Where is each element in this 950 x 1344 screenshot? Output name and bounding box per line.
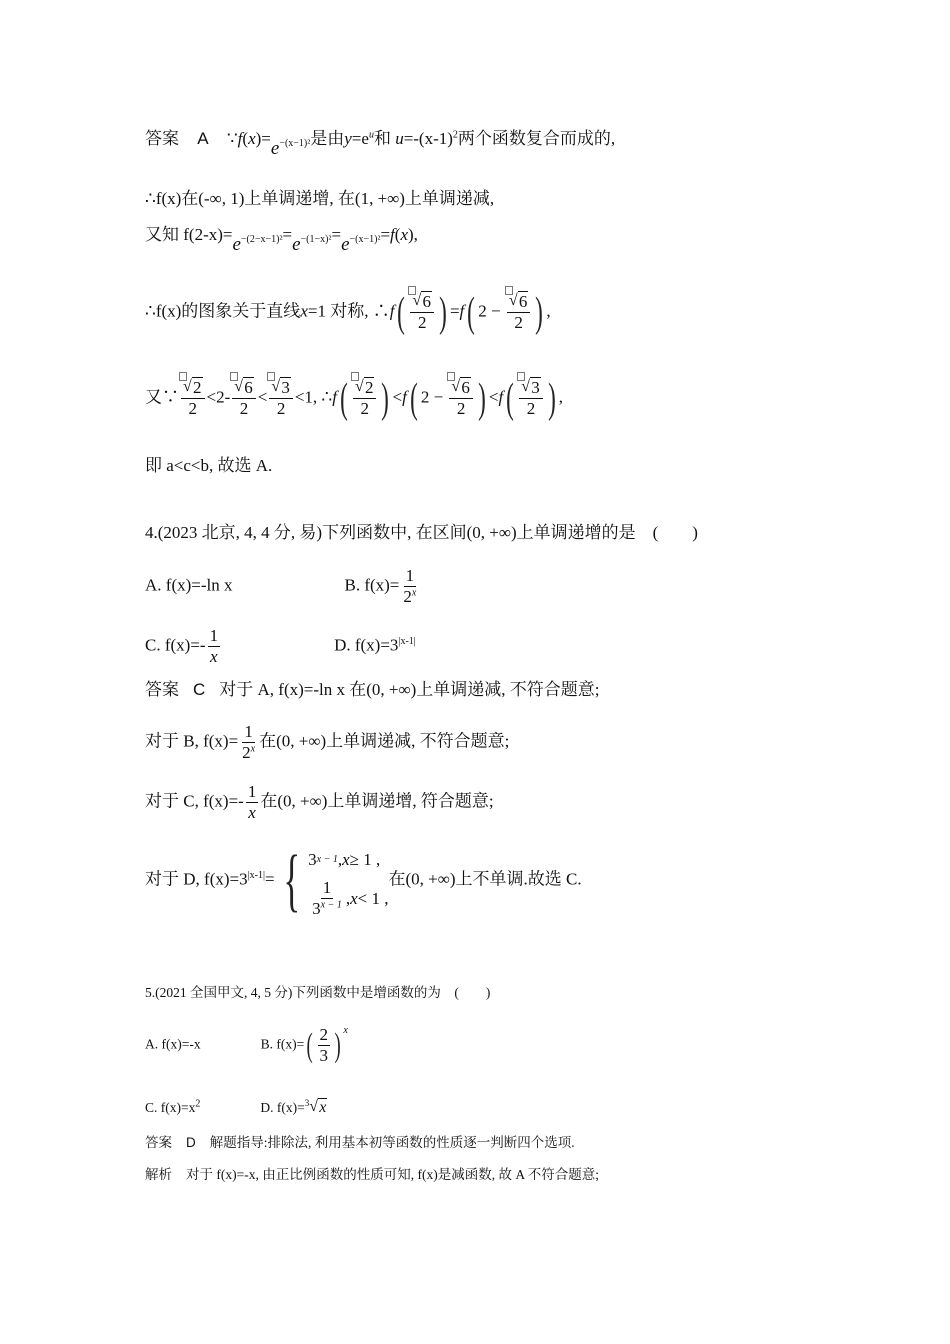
text-fragment: 又知 bbox=[145, 225, 179, 244]
question-5-answer bbox=[145, 1134, 575, 1152]
text-fragment: =1 对称, ∴ bbox=[307, 301, 390, 321]
text-fragment: 解题指导:排除法, 利用基本初等函数的性质逐一判断四个选项. bbox=[209, 1135, 575, 1150]
question-5-analysis bbox=[145, 1166, 599, 1184]
because-symbol: ∵ bbox=[226, 129, 238, 148]
question-4-stem: 4.(2023 北京, 4, 4 分, 易)下列函数中, 在区间(0, +∞)上单调递增的是 ( ) bbox=[145, 523, 698, 542]
answer-line-6: 即 a<c<b, 故选 A. bbox=[145, 456, 273, 475]
exponent: |x-1| bbox=[398, 635, 416, 647]
answer-choice: C bbox=[193, 680, 206, 699]
var-x: x bbox=[300, 301, 308, 321]
text-fragment: ∴f(x)的图象关于直线 bbox=[145, 301, 301, 321]
answer-label: 答案 bbox=[145, 1135, 172, 1150]
question-4-analysis-b: 对于 B, f(x)= $\frac{1}{2^x}$ 在(0, +∞)上单调递减, 不符合题意; bbox=[145, 722, 510, 762]
exponent: u bbox=[368, 129, 374, 141]
text-fragment: f(2-x)= bbox=[183, 225, 233, 244]
text-fragment: 又∵ bbox=[145, 387, 179, 407]
text-fragment: 在(0, +∞)上单调递减, 不符合题意; bbox=[259, 731, 510, 751]
text-fragment: 对于 B, f(x)= bbox=[145, 731, 239, 751]
question-4-analysis-c: 对于 C, f(x)=- $\frac{1}{x}$ 在(0, +∞)上单调递增, 符合题意; bbox=[145, 782, 494, 822]
text-fragment: 对于 D, f(x)=3 bbox=[145, 869, 248, 889]
option-b: B. f(x)= bbox=[260, 1036, 305, 1052]
question-5-options-cd: C. $f(x)=x^2$ D. f(x)=$^3$ √ x bbox=[145, 1098, 327, 1116]
question-5-stem: 5.(2021 全国甲文, 4, 5 分)下列函数中是增函数的为 ( ) bbox=[145, 985, 491, 1000]
answer-line-2: ∴f(x)在(-∞, 1)上单调递增, 在(1, +∞)上单调递减, bbox=[145, 189, 495, 208]
answer-choice: D bbox=[186, 1135, 196, 1150]
answer-label: 答案 bbox=[145, 680, 179, 699]
question-4-options-ab: A. f(x)=-ln x B. f(x)= $\frac{1}{2^x}$ bbox=[145, 566, 417, 606]
exponent: 2 bbox=[195, 1098, 201, 1110]
text-fragment: =e bbox=[351, 129, 369, 148]
question-5-options-ab: A. f(x)=-x B. f(x)=( $\frac{2}{3}$ ) $^x$ bbox=[145, 1025, 348, 1065]
option-d: D. f(x)= bbox=[260, 1100, 305, 1115]
answer-line-3: 又知 $f(2-x)=e^{-(2-x-1)^2}=e^{-(1-x)^2}=e^{-(x-1)^2}=f(x)$, bbox=[145, 225, 418, 255]
option-a: A. f(x)=-x bbox=[145, 1036, 201, 1052]
option-b: B. f(x)= bbox=[344, 575, 400, 595]
text-fragment: 两个函数复合而成的, bbox=[457, 129, 616, 148]
text-fragment: =-(x-1) bbox=[403, 129, 453, 148]
exponent: 2 bbox=[452, 129, 458, 141]
answer-line-5: 又∵ √ 2 2 <2- √ 6 2 < √ 3 2 <1, ∴f( √ 2 2 ) <f( 2 − √ 6 2 ) <f( √ 3 2 ) , bbox=[145, 378, 563, 419]
text-fragment: 和 bbox=[373, 129, 391, 148]
question-4-options-cd: C. f(x)=- $\frac{1}{x}$ D. $f(x)=3^{|x-1|}$ bbox=[145, 626, 416, 666]
analysis-label: 解析 bbox=[145, 1167, 172, 1182]
answer-label: 答案 bbox=[145, 129, 179, 148]
answer-line-1: 答案 A $\because f(x)=e^{-(x-1)^2}$是由$y=e^u$和 $u=-(x-1)^2$两个函数复合而成的, bbox=[145, 129, 616, 159]
text-fragment: 在(0, +∞)上单调递增, 符合题意; bbox=[260, 791, 494, 811]
text-fragment: 是由 bbox=[310, 129, 345, 148]
var-u: u bbox=[395, 129, 404, 148]
text-fragment: 对于 C, f(x)=- bbox=[145, 791, 244, 811]
question-4-answer bbox=[145, 679, 600, 701]
answer-line-4: ∴f(x)的图象关于直线x=1 对称, ∴f( √ 6 2 ) =f( 2 − √ 6 2 ) , bbox=[145, 292, 551, 333]
exponent: |x-1| bbox=[247, 869, 265, 881]
option-a: A. f(x)=-ln x bbox=[145, 575, 233, 595]
option-d: D. f(x)=3 bbox=[334, 635, 399, 655]
answer-choice: A bbox=[197, 129, 209, 148]
var-y: y bbox=[344, 129, 352, 148]
option-c: C. f(x)=- bbox=[145, 635, 206, 655]
text-fragment: 对于 A, f(x)=-ln x 在(0, +∞)上单调递减, 不符合题意; bbox=[219, 680, 600, 699]
text-fragment: 对于 f(x)=-x, 由正比例函数的性质可知, f(x)是减函数, 故 A 不符合题意; bbox=[186, 1167, 599, 1182]
question-4-analysis-d: 对于 D, $f(x)=3^{|x-1|}=$ { 3 x − 1 , x ≥ 1 , $\frac{1}{3^{x - 1}}$ , x < 1 , 在(0, +∞)上不单调.故选 C. bbox=[145, 841, 582, 919]
option-c: C. f(x)=x bbox=[145, 1100, 196, 1115]
text-fragment: 在(0, +∞)上不单调.故选 C. bbox=[388, 869, 582, 889]
